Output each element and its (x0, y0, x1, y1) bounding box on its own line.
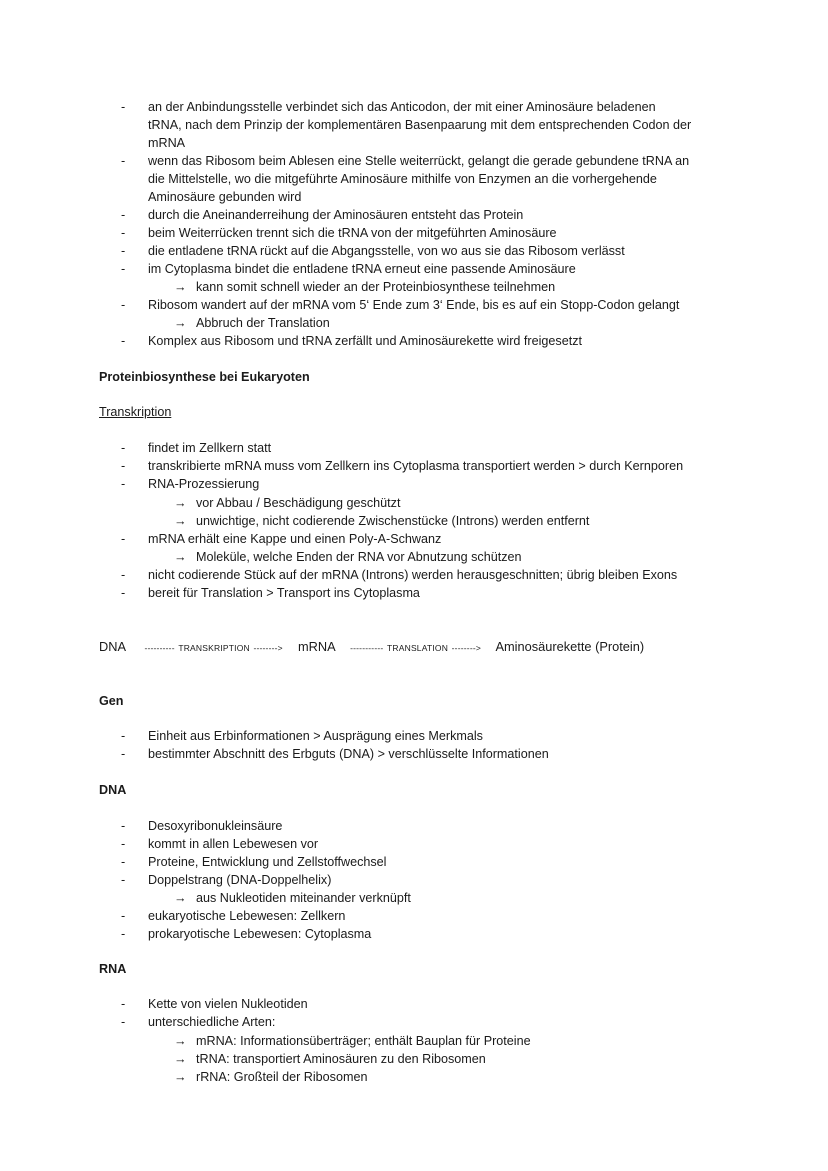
list-item: Proteine, Entwicklung und Zellstoffwechsel (148, 855, 387, 869)
sub-item-text: Abbruch der Translation (196, 316, 330, 330)
bullet-marker: - (121, 208, 126, 222)
bullet-marker: - (121, 244, 126, 258)
list-item: Kette von vielen Nukleotiden (148, 997, 308, 1011)
bullet-marker: - (121, 837, 126, 851)
arrow-icon: → (174, 496, 187, 510)
bullet-marker: - (121, 226, 126, 240)
bullet-marker: - (121, 855, 126, 869)
list-item: bereit für Translation > Transport ins Cytoplasma (148, 586, 420, 600)
sub-item-text: unwichtige, nicht codierende Zwischenstücke (Introns) werden entfernt (196, 514, 590, 528)
flow-arrow: --------> (451, 643, 482, 653)
bullet-marker: - (121, 459, 126, 473)
list-item-line: wenn das Ribosom beim Ablesen eine Stelle weiterrückt, gelangt die gerade gebundene tRNA an (148, 154, 690, 168)
list-item: findet im Zellkern statt (148, 441, 272, 455)
section-heading: Proteinbiosynthese bei Eukaryoten (99, 370, 310, 384)
bullet-marker: - (121, 298, 126, 312)
bullet-marker: - (121, 262, 126, 276)
flow-mrna: mRNA (297, 639, 335, 654)
list-item-line: Ribosom wandert auf der mRNA vom 5‘ Ende zum 3‘ Ende, bis es auf ein Stopp-Codon gelangt (148, 298, 680, 312)
arrow-icon: → (174, 550, 187, 564)
bullet-marker: - (121, 477, 126, 491)
bullet-marker: - (121, 441, 126, 455)
sub-item (174, 889, 411, 907)
bullet-marker: - (121, 586, 126, 600)
flow-dashes: ----------- (350, 643, 384, 653)
bullet-marker: - (121, 532, 126, 546)
bullet-marker: - (121, 997, 126, 1011)
list-item-line: an der Anbindungsstelle verbindet sich das Anticodon, der mit einer Aminosäure beladenen (148, 100, 656, 114)
sub-item (174, 494, 400, 512)
flow-dna: DNA (99, 639, 126, 654)
section-heading: DNA (99, 783, 127, 797)
arrow-icon: → (174, 1070, 187, 1084)
section-heading: Gen (99, 694, 124, 708)
arrow-icon: → (174, 1052, 187, 1066)
list-item: kommt in allen Lebewesen vor (148, 837, 319, 851)
list-item: mRNA erhält eine Kappe und einen Poly-A-Schwanz (148, 532, 442, 546)
sub-item (174, 1050, 486, 1068)
list-item-line: Komplex aus Ribosom und tRNA zerfällt und Aminosäurekette wird freigesetzt (148, 334, 582, 348)
arrow-icon: → (174, 280, 187, 294)
sub-item (174, 548, 522, 566)
list-item-line: beim Weiterrücken trennt sich die tRNA von der mitgeführten Aminosäure (148, 226, 557, 240)
sub-item (174, 278, 555, 296)
sub-item (174, 512, 589, 530)
list-item: Einheit aus Erbinformationen > Ausprägung eines Merkmals (148, 729, 483, 743)
list-item: prokaryotische Lebewesen: Cytoplasma (148, 927, 372, 941)
bullet-marker: - (121, 873, 126, 887)
flow-label-translation: TRANSLATION (387, 643, 449, 653)
bullet-marker: - (121, 154, 126, 168)
flow-label-transkription: TRANSKRIPTION (178, 643, 250, 653)
sub-item-text: vor Abbau / Beschädigung geschützt (196, 496, 401, 510)
bullet-marker: - (121, 568, 126, 582)
list-item-line: durch die Aneinanderreihung der Aminosäuren entsteht das Protein (148, 208, 524, 222)
sub-item (174, 1032, 531, 1050)
arrow-icon: → (174, 891, 187, 905)
sub-item-text: aus Nukleotiden miteinander verknüpft (196, 891, 411, 905)
list-item: eukaryotische Lebewesen: Zellkern (148, 909, 346, 923)
list-item: bestimmter Abschnitt des Erbguts (DNA) > verschlüsselte Informationen (148, 747, 549, 761)
process-flow (99, 638, 644, 657)
bullet-marker: - (121, 927, 126, 941)
sub-item-text: Moleküle, welche Enden der RNA vor Abnutzung schützen (196, 550, 522, 564)
flow-dashes: ---------- (144, 643, 175, 653)
list-item: transkribierte mRNA muss vom Zellkern ins Cytoplasma transportiert werden > durch Kernporen (148, 459, 684, 473)
list-item: Doppelstrang (DNA-Doppelhelix) (148, 873, 332, 887)
list-item-line: die entladene tRNA rückt auf die Abgangsstelle, von wo aus sie das Ribosom verlässt (148, 244, 625, 258)
arrow-icon: → (174, 514, 187, 528)
list-item-line: die Mittelstelle, wo die mitgeführte Aminosäure mithilfe von Enzymen an die vorhergehende (148, 172, 657, 186)
bullet-marker: - (121, 747, 126, 761)
list-item: RNA-Prozessierung (148, 477, 260, 491)
list-item-line: im Cytoplasma bindet die entladene tRNA erneut eine passende Aminosäure (148, 262, 576, 276)
sub-item-text: rRNA: Großteil der Ribosomen (196, 1070, 368, 1084)
bullet-marker: - (121, 909, 126, 923)
sub-item-text: tRNA: transportiert Aminosäuren zu den Ribosomen (196, 1052, 486, 1066)
arrow-icon: → (174, 316, 187, 330)
arrow-icon: → (174, 1034, 187, 1048)
sub-item (174, 314, 330, 332)
section-subheading: Transkription (99, 405, 172, 419)
sub-item-text: kann somit schnell wieder an der Proteinbiosynthese teilnehmen (196, 280, 556, 294)
sub-item (174, 1068, 367, 1086)
flow-result: Aminosäurekette (Protein) (495, 639, 645, 654)
bullet-marker: - (121, 819, 126, 833)
bullet-marker: - (121, 100, 126, 114)
list-item: unterschiedliche Arten: (148, 1015, 276, 1029)
flow-arrow: --------> (253, 643, 283, 653)
bullet-marker: - (121, 334, 126, 348)
list-item: Desoxyribonukleinsäure (148, 819, 283, 833)
sub-item-text: mRNA: Informationsüberträger; enthält Bauplan für Proteine (196, 1034, 531, 1048)
list-item-line: mRNA (148, 136, 186, 150)
list-item-line: tRNA, nach dem Prinzip der komplementären Basenpaarung mit dem entsprechenden Codon der (148, 118, 692, 132)
list-item-line: Aminosäure gebunden wird (148, 190, 302, 204)
bullet-marker: - (121, 729, 126, 743)
list-item: nicht codierende Stück auf der mRNA (Introns) werden herausgeschnitten; übrig bleiben Exons (148, 568, 678, 582)
bullet-marker: - (121, 1015, 126, 1029)
section-heading: RNA (99, 962, 127, 976)
